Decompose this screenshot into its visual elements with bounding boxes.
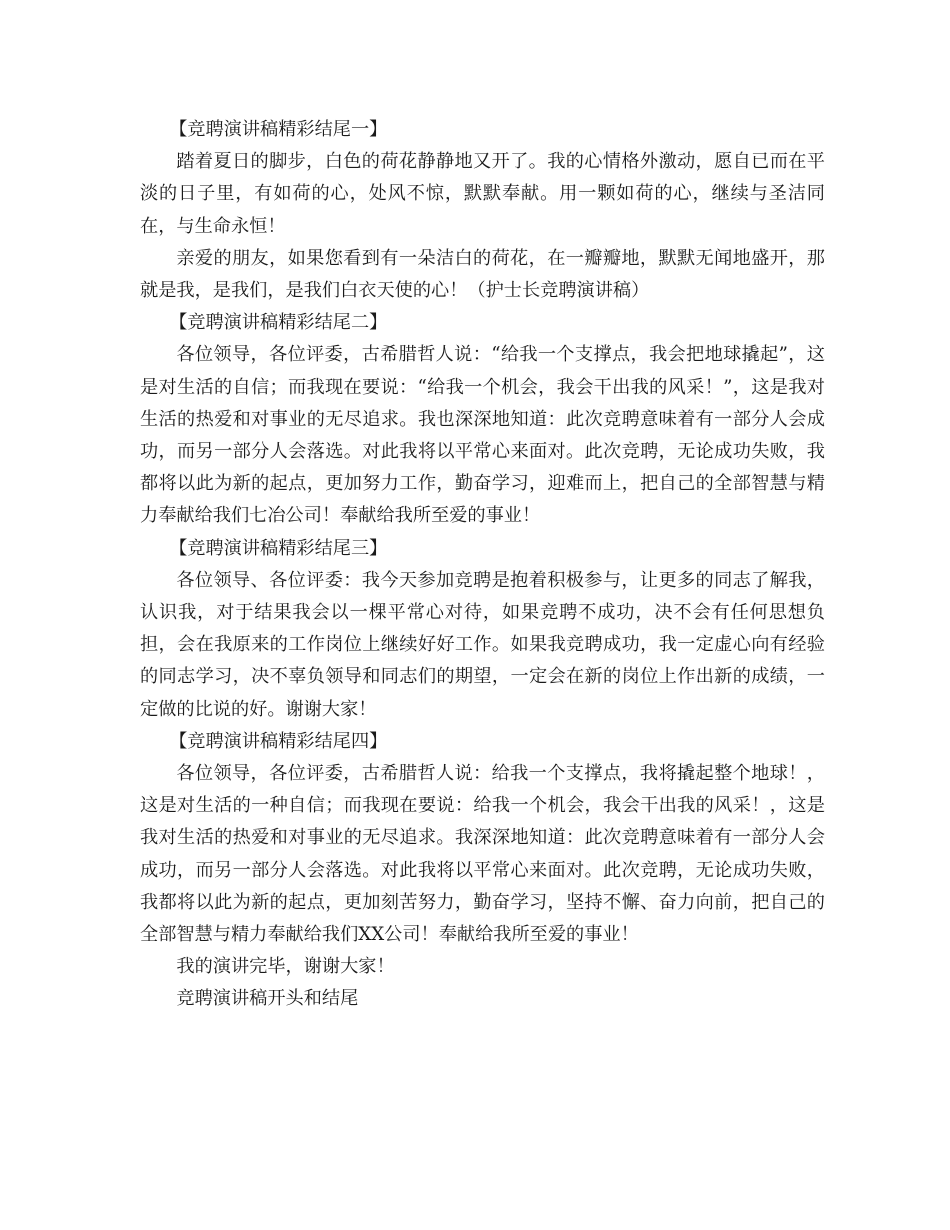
section-heading-3: 【竞聘演讲稿精彩结尾三】 xyxy=(169,537,388,559)
section-heading-1: 【竞聘演讲稿精彩结尾一】 xyxy=(169,119,388,140)
section-heading-4: 【竞聘演讲稿精彩结尾四】 xyxy=(169,730,388,752)
document-body xyxy=(140,114,825,1016)
closing-line: 我的演讲完毕，谢谢大家！ xyxy=(176,956,395,978)
section-heading-2: 【竞聘演讲稿精彩结尾二】 xyxy=(169,312,388,334)
next-section-title: 竞聘演讲稿开头和结尾 xyxy=(176,988,359,1010)
paragraph: 亲爱的朋友，如果您看到有一朵洁白的荷花，在一瓣瓣地，默默无闻地盛开，那就是我，是我们，是我们白衣天使的心！（护士长竞聘演讲稿） xyxy=(140,247,825,302)
paragraph: 各位领导、各位评委：我今天参加竞聘是抱着积极参与，让更多的同志了解我，认识我，对于结果我会以一棵平常心对待，如果竞聘不成功，决不会有任何思想负担，会在我原来的工作岗位上继续好好工作。如果我竞聘成功，我一定虚心向有经验的同志学习，决不辜负领导和同志们的期望，一定会在新的岗位上作出新的成绩，一定做的比说的好。谢谢大家！ xyxy=(140,569,825,720)
paragraph: 各位领导，各位评委，古希腊哲人说：“给我一个支撑点，我会把地球撬起”，这是对生活的自信；而我现在要说：“给我一个机会，我会干出我的风采！”，这是我对生活的热爱和对事业的无尽追求。我也深深地知道：此次竞聘意味着有一部分人会成功，而另一部分人会落选。对此我将以平常心来面对。此次竞聘，无论成功失败，我都将以此为新的起点，更加努力工作，勤奋学习，迎难而上，把自己的全部智慧与精力奉献给我们七冶公司！奉献给我所至爱的事业！ xyxy=(140,344,825,527)
paragraph: 各位领导，各位评委，古希腊哲人说：给我一个支撑点，我将撬起整个地球！，这是对生活的一种自信；而我现在要说：给我一个机会，我会干出我的风采！，这是我对生活的热爱和对事业的无尽追求。我深深地知道：此次竞聘意味着有一部分人会成功，而另一部分人会落选。对此我将以平常心来面对。此次竞聘，无论成功失败，我都将以此为新的起点，更加刻苦努力，勤奋学习，坚持不懈、奋力向前，把自己的全部智慧与精力奉献给我们XX公司！奉献给我所至爱的事业！ xyxy=(140,763,825,946)
paragraph: 踏着夏日的脚步，白色的荷花静静地又开了。我的心情格外激动，愿自已而在平淡的日子里，有如荷的心，处风不惊，默默奉献。用一颗如荷的心，继续与圣洁同在，与生命永恒！ xyxy=(140,151,825,237)
